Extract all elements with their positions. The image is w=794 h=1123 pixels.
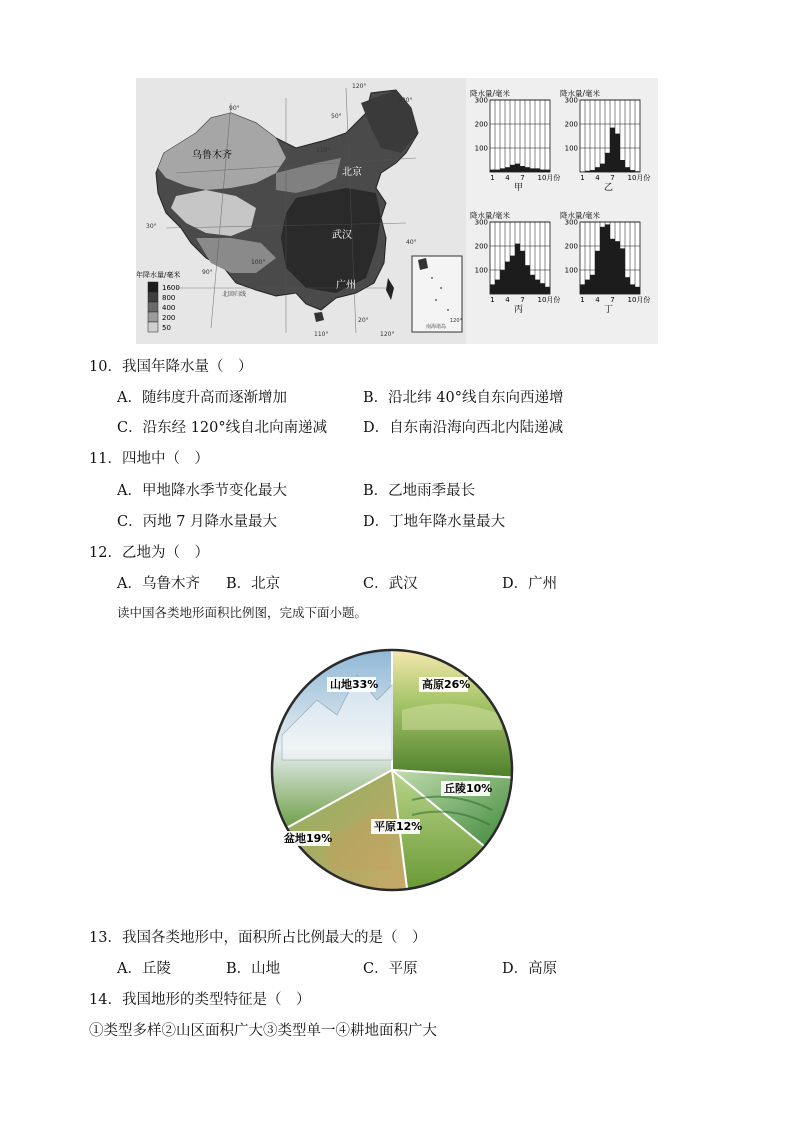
chart-bar [530,168,535,172]
chart-bar [520,251,525,294]
question-13-option-d[interactable]: D．高原 [502,961,558,977]
lon-label: 90° [202,269,213,276]
question-10-option-d[interactable]: D．自东南沿海向西北内陆递减 [363,420,564,436]
question-11-stem: 11．四地中（ ） [89,451,209,467]
chart-bar [490,170,495,172]
chart-bar [530,275,535,294]
lon-label: 100° [251,259,266,266]
chart-xtick-label: 1 [580,296,585,304]
lat-label: 40° [406,239,417,246]
question-10-option-b[interactable]: B．沿北纬 40°线自东向西递增 [363,390,564,406]
chart-xtick-label: 7 [520,174,525,182]
inset-label: 南海诸岛 [426,324,447,330]
chart-ytick-label: 200 [474,120,488,129]
legend-level-label: 800 [162,294,176,302]
chart-bar [510,256,515,294]
chart-ylabel: 降水量/毫米 [560,89,601,98]
chart-bar [540,283,545,294]
chart-bar [580,284,585,294]
pie-slice-label: 盆地19% [284,832,333,845]
chart-bar [515,164,520,172]
chart-xtick-label: 10月份 [627,174,651,182]
chart-ytick-label: 100 [474,266,488,275]
city-label-guangzhou: 广州 [336,280,356,291]
chart-bar [610,239,615,294]
chart-bar [630,284,635,294]
city-label-urumqi: 乌鲁木齐 [192,150,232,161]
question-14-stem: 14．我国地形的类型特征是（ ） [89,992,311,1008]
legend-level-label: 400 [162,304,176,312]
chart-bar [600,164,605,172]
question-13-option-b[interactable]: B．山地 [226,961,281,977]
chart-bar [610,128,615,172]
chart-xtick-label: 4 [595,174,600,182]
chart-bar [525,167,530,172]
pie-slice-label: 高原26% [422,678,471,691]
reading-instruction: 读中国各类地形面积比例图，完成下面小题。 [117,605,368,620]
chart-station-name: 丁 [604,305,614,315]
lat-label: 50° [331,113,342,120]
chart-bar [500,168,505,172]
chart-bar [545,170,550,172]
question-10-option-c[interactable]: C．沿东经 120°线自北向南递减 [117,420,328,436]
chart-ytick-label: 100 [474,144,488,153]
chart-ylabel: 降水量/毫米 [470,211,511,220]
chart-station-name: 丙 [514,305,524,315]
pie-slice-label: 平原12% [374,820,423,833]
chart-ytick-label: 300 [564,218,578,227]
chart-bar [510,165,515,172]
chart-bar [505,262,510,294]
chart-xtick-label: 4 [505,174,510,182]
chart-bar [590,275,595,294]
chart-bar [505,167,510,172]
lon-label: 130° [398,97,413,104]
legend-swatch [148,322,158,332]
chart-xtick-label: 1 [490,174,495,182]
question-12-option-a[interactable]: A．乌鲁木齐 [117,576,200,592]
lat-label: 20° [358,317,369,324]
lon-label: 110° [314,331,329,338]
chart-bar [615,241,620,294]
chart-bar [625,167,630,172]
legend-title: 年降水量/毫米 [136,271,181,279]
question-13-option-a[interactable]: A．丘陵 [117,961,171,977]
question-12-option-c[interactable]: C．武汉 [363,576,418,592]
question-12-option-b[interactable]: B．北京 [226,576,281,592]
question-14-statements: ①类型多样②山区面积广大③类型单一④耕地面积广大 [89,1023,437,1039]
question-13-stem: 13．我国各类地形中，面积所占比例最大的是（ ） [89,930,427,946]
question-11-option-a[interactable]: A．甲地降水季节变化最大 [117,483,287,499]
chart-ytick-label: 200 [564,242,578,251]
inset-lon-label: 120° [450,318,463,324]
chart-bar [595,251,600,294]
chart-bar [545,287,550,294]
question-13-option-c[interactable]: C．平原 [363,961,418,977]
chart-bar [605,224,610,294]
chart-bar [605,153,610,172]
chart-bar [585,280,590,294]
chart-bar [520,166,525,172]
chart-bar [490,284,495,294]
chart-bar [540,170,545,172]
chart-xtick-label: 10月份 [537,174,561,182]
chart-bar [495,170,500,172]
chart-bar [590,170,595,172]
question-12-stem: 12．乙地为（ ） [89,545,209,561]
question-11-option-c[interactable]: C．丙地 7 月降水量最大 [117,514,278,530]
question-10-option-a[interactable]: A．随纬度升高而逐渐增加 [117,390,287,406]
chart-ytick-label: 100 [564,266,578,275]
chart-bar [585,171,590,172]
chart-xtick-label: 1 [580,174,585,182]
chart-xtick-label: 7 [520,296,525,304]
chart-xtick-label: 7 [610,174,615,182]
terrain-area-pie-chart [262,640,522,900]
chart-bar [535,168,540,172]
question-10-stem: 10．我国年降水量（ ） [89,359,253,375]
pie-slice-label: 山地33% [330,678,379,691]
chart-bar [615,134,620,172]
chart-ytick-label: 100 [564,144,578,153]
lon-label: 90° [229,105,240,112]
chart-ytick-label: 200 [564,120,578,129]
city-label-beijing: 北京 [342,167,362,178]
precipitation-map-figure [136,78,658,344]
chart-station-name: 甲 [514,183,524,193]
pie-slice-label: 丘陵10% [444,782,493,795]
chart-bar [495,280,500,294]
legend-level-label: 200 [162,314,176,322]
legend-level-label: 1600 [162,284,180,292]
chart-xtick-label: 1 [490,296,495,304]
chart-xtick-label: 4 [595,296,600,304]
chart-bar [635,171,640,172]
chart-bar [635,287,640,294]
chart-ylabel: 降水量/毫米 [470,89,511,98]
chart-ytick-label: 300 [474,96,488,105]
legend-swatch [148,312,158,322]
chart-bar [595,167,600,172]
lon-label: 120° [380,331,395,338]
chart-bar [535,280,540,294]
chart-ylabel: 降水量/毫米 [560,211,601,220]
lon-label: 110° [316,147,331,154]
question-12-option-d[interactable]: D．广州 [502,576,558,592]
chart-xtick-label: 10月份 [627,296,651,304]
chart-xtick-label: 7 [610,296,615,304]
chart-ytick-label: 300 [564,96,578,105]
legend-level-label: 50 [162,324,171,332]
tropic-label: 北回归线 [222,291,247,298]
chart-xtick-label: 10月份 [537,296,561,304]
lon-label: 120° [352,83,367,90]
lat-label: 30° [146,223,157,230]
chart-bar [625,277,630,294]
chart-ytick-label: 200 [474,242,488,251]
legend-swatch [148,282,158,292]
legend-swatch [148,302,158,312]
chart-bar [500,270,505,294]
chart-ytick-label: 300 [474,218,488,227]
chart-xtick-label: 4 [505,296,510,304]
chart-bar [525,265,530,294]
question-11-option-b[interactable]: B．乙地雨季最长 [363,483,476,499]
chart-bar [630,170,635,172]
question-11-option-d[interactable]: D．丁地年降水量最大 [363,514,506,530]
city-label-wuhan: 武汉 [332,230,352,241]
legend-swatch [148,292,158,302]
chart-bar [620,248,625,294]
chart-bar [515,244,520,294]
chart-bar [620,160,625,172]
chart-station-name: 乙 [604,183,614,193]
chart-bar [600,227,605,294]
